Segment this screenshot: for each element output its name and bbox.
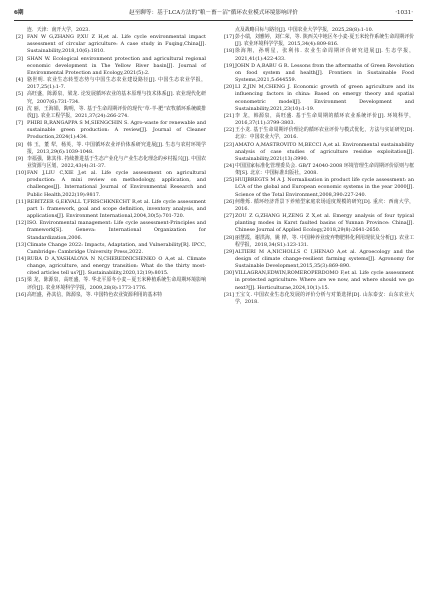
reference-entry [16, 242, 206, 256]
reference-entry [224, 84, 414, 113]
reference-text: ZOU Z G,ZHANG H,ZENG Z X,et al. Emergy analysis of four typical planting modes in Karst faulted basins of Yunnan Province: China[J]. Chinese Journal of Applied Ecology,2018,29(8):2641-2650. [235, 213, 414, 234]
reference-text: VILLAGRAN,EDWIN,ROMEROPERDOMO F,et al. Life cycle assessment in protected agriculture: Where are we now, and where should we go next?[J]. Horticulturae,2024,10(1):15. [235, 270, 414, 291]
reference-entry [16, 142, 206, 156]
reference-entry [16, 34, 206, 55]
reference-entry [16, 199, 206, 220]
reference-entry [224, 48, 414, 62]
reference-number: [15] [16, 277, 27, 284]
reference-number: [31] [224, 291, 235, 298]
reference-entry [224, 199, 414, 213]
reference-number: [25] [224, 177, 235, 184]
reference-number: [9] [16, 155, 23, 162]
reference-entry [224, 213, 414, 234]
reference-number: [20] [224, 84, 235, 91]
reference-number: [17] [224, 34, 235, 41]
references-left-column [16, 27, 206, 299]
reference-number: [24] [224, 162, 235, 169]
reference-number: [30] [224, 270, 235, 277]
reference-text: LI Z,JIN M,CHENG J. Economic growth of green agriculture and its influencing factors in china: Based on emergy theory and spatial econometric model[J]. Environment Development and Sustainability,2021,23(10):1-19. [235, 84, 414, 112]
reference-number: [5] [16, 91, 23, 98]
reference-entry [16, 256, 206, 277]
reference-number: [12] [16, 220, 27, 227]
reference-entry [224, 163, 414, 177]
references-right-column [224, 27, 414, 306]
reference-number: [8] [16, 141, 23, 148]
reference-text: JOHN D A,BABU G R. Lessons from the aftermaths of Green Revolution on food system and health[J]. Frontiers in Sustainable Food Systems,2021,5:644559. [235, 62, 414, 84]
reference-number: [6] [16, 105, 23, 112]
reference-text: 彭小瑞，刘雅婷，刘仁荣，等. 陕西关中地区冬小麦-夏玉米轮作系统生命周期评价[J]. 农业环境科学学报，2015,34(4):809-816. [235, 34, 414, 48]
reference-entry [16, 27, 206, 34]
reference-text: 连．天津：南开大学，2023. [27, 27, 90, 33]
reference-entry [224, 235, 414, 249]
reference-entry [16, 56, 206, 77]
reference-text: 李福强，陈其伟. 持续推进基于生态产业化与产业生态化理念的乡村振兴[J]. 中国农业资源与区划，2022,43(4):31-37. [27, 155, 206, 169]
reference-number: [10] [16, 170, 27, 177]
reference-entry [224, 113, 414, 127]
reference-text: RUBA D A,YASHALOVA N N,CHEREDNICHENKO O A,et al. Climate change, agriculture, and energy transition: What do the thirty most-cited articles tell us?[J]. Sustainability,2020,12(19):8015. [27, 256, 206, 277]
reference-text: 丽慧霞，谢洪海，姚 桦，等. 中国种养业废弃物肥料化利用现状及分析[J]. 农业工程学报，2018,34(S1):123-131. [235, 234, 414, 248]
reference-number: [13] [16, 241, 27, 248]
reference-text: 沈 丽，王海娟，陶明，等. 基于生命周期评价的现代“草-羊-肥”农牧循环系统碳排放[J]. 农业工程学报，2021,37(24):266-274. [27, 105, 206, 119]
reference-number: [11] [16, 198, 27, 205]
page-header [14, 6, 413, 21]
reference-number: [21] [224, 112, 235, 119]
reference-entry [224, 177, 414, 198]
reference-entry [224, 142, 414, 163]
reference-text: 何维烁. 循环经济背景下养殖型家庭农场适度规模的研究[D]. 重庆：西南大学，2016. [235, 198, 414, 212]
reference-entry [16, 277, 206, 291]
reference-entry [16, 77, 206, 91]
reference-text: 王小龙. 基于生命周期评价理论的循环农业评价与模式优化，方法与实证研究[D]. 北京：中国农业大学，2016. [235, 127, 414, 141]
reference-entry [224, 270, 414, 291]
reference-text: 李 龙，韩源泉，高旺盛. 基于生命周期的循环农业系统评价[J]. 环境科学，2016,37(11):3799-3803. [235, 112, 414, 127]
running-title: 赵至聊等：基于LCA方法的“粮－畜－沼”循环农业模式环境影响评价 [129, 10, 298, 16]
reference-number: [3] [16, 55, 23, 62]
reference-number: [4] [16, 77, 23, 84]
reference-text: PHIRI R,RANGAPPA S M,SIENGCHIN S. Agro-waste for renewable and sustainable green production: A review[J]. Journal of Cleaner Production,2024(1):434. [27, 120, 206, 141]
reference-entry [16, 91, 206, 105]
reference-number: [14] [16, 256, 27, 262]
reference-entry [224, 292, 414, 306]
reference-entry [16, 120, 206, 141]
reference-text: FAN J,LIU C,XIE J,et al. Life cycle assessment on agricultural production: A mini review on methodology, application, and challenges[J]. International Journal of Environmental Research and Public Health,2022(19):9817. [27, 170, 206, 198]
reference-text: AMATO A,MASTROVITO M,BECCI A,et al. Environmental sustainability analysis of case studies of agriculture residue exploitation[J]. Sustainability,2021(13):3990. [235, 141, 414, 162]
reference-entry [16, 170, 206, 199]
reference-entry [16, 156, 206, 170]
reference-text: 点及战略目标与路径[J]. 中国农业大学学报，2025,28(8):1-10. [235, 27, 374, 33]
reference-text: 王宝文. 中国农业生态化发展的评价分析与对策选择[D]. 山东泰安：山东农业大学，2018. [235, 291, 414, 305]
reference-text: SHAN W. Ecological environment protection and agricultural regional economic development in The Yellow River basin[J]. Journal of Environmental Protection and Ecology,2021(5):2. [27, 55, 206, 76]
reference-number: [16] [16, 291, 27, 298]
reference-text: 高旺盛，陈源泉，梁龙. 论发展循环农业的基本原理与技术体系[J]. 农业现代化研究，2007(6):731-734. [27, 91, 206, 105]
reference-entry [224, 63, 414, 84]
reference-text: ALTIERI M A,NICHOLLS C I,HENAO A,et al. Agroecology and the design of climate change-resilient farming systems[J]. Agronomy for Sustainable Development,2015,35(3):869-890. [235, 248, 414, 270]
reference-number: [7] [16, 120, 23, 127]
reference-text: Climate Change 2022: Impacts, Adaptation, and Vulnerability[R]. IPCC, Cambridge: Cambridge University Press,2022. [27, 241, 206, 255]
reference-number: [29] [224, 248, 235, 255]
reference-number: [18] [224, 48, 235, 55]
reference-text: 梁 龙，陈源泉，高旺盛，等. 华北平原冬小麦－夏玉米种植系统生命周期环境影响评价[J]. 农业环境科学学报，2009,28(8):1773-1776. [27, 277, 206, 291]
page-number: ·1031· [395, 10, 413, 16]
reference-number: [28] [224, 234, 235, 241]
issue-number: 6期 [14, 10, 24, 16]
reference-number: [19] [224, 62, 235, 69]
reference-entry [16, 220, 206, 241]
reference-text: 骆世明. 农业生态转型态势与中国生态农业建设路径[J]. 中国生态农业学报，2017,25(1):1-7. [27, 77, 206, 91]
reference-number: [27] [224, 213, 235, 220]
reference-entry [16, 106, 206, 120]
reference-entry [224, 34, 414, 48]
reference-number: [26] [224, 198, 235, 205]
reference-number: [2] [16, 34, 23, 41]
reference-entry [224, 127, 414, 141]
reference-text: ISO. Environmental management: Life cycle assessment-Principles and framework[S]. Geneva: International Organization for Standardization,2006. [27, 220, 206, 241]
reference-entry [16, 292, 206, 299]
reference-text: 徐海翔，孙明星，张利伟. 农业生命周期评价研究进展[J]. 生态学报，2021,41(1):422-433. [235, 48, 414, 62]
reference-number: [22] [224, 127, 235, 134]
reference-number: [23] [224, 141, 235, 148]
reference-entry [224, 249, 414, 270]
reference-text: HUIJBREGTS M A J. Normalisation in product life cycle assessment: an LCA of the global and European economic systems in the year 2000[J]. Science of the Total Environment,2008,390:227-240. [235, 177, 414, 198]
reference-text: 中国国家标准化管理委员会. GB/T 24040-2008 环境管理生命周期评价原则与框架[S]. 北京：中国标准出版社，2008. [235, 162, 414, 177]
reference-text: 高旺盛，孙其信，陈源泉，等. 中国特色农业资源利用的基本特 [27, 291, 163, 298]
reference-text: 韩 玉，董 犁，杨英，等. 中国循环农业评价体系研究进展[J]. 生态与农村环境学报，2013,29(6):1039-1048. [27, 141, 206, 155]
reference-text: FAN W G,ZHANG P,XU Z H,et al. Life cycle environmental impact assessment of circular agriculture: A case study in Fuqing,China[J]. Sustainability,2018,10(6):1810. [27, 34, 206, 55]
reference-text: REBITZER G,EKVALL T,FRISCHKNECHT R,et al. Life cycle assessment part 1: framework, goal and scope definition, inventory analysis, and applications[J]. Environment International,2004,30(5):701-720. [27, 198, 206, 220]
